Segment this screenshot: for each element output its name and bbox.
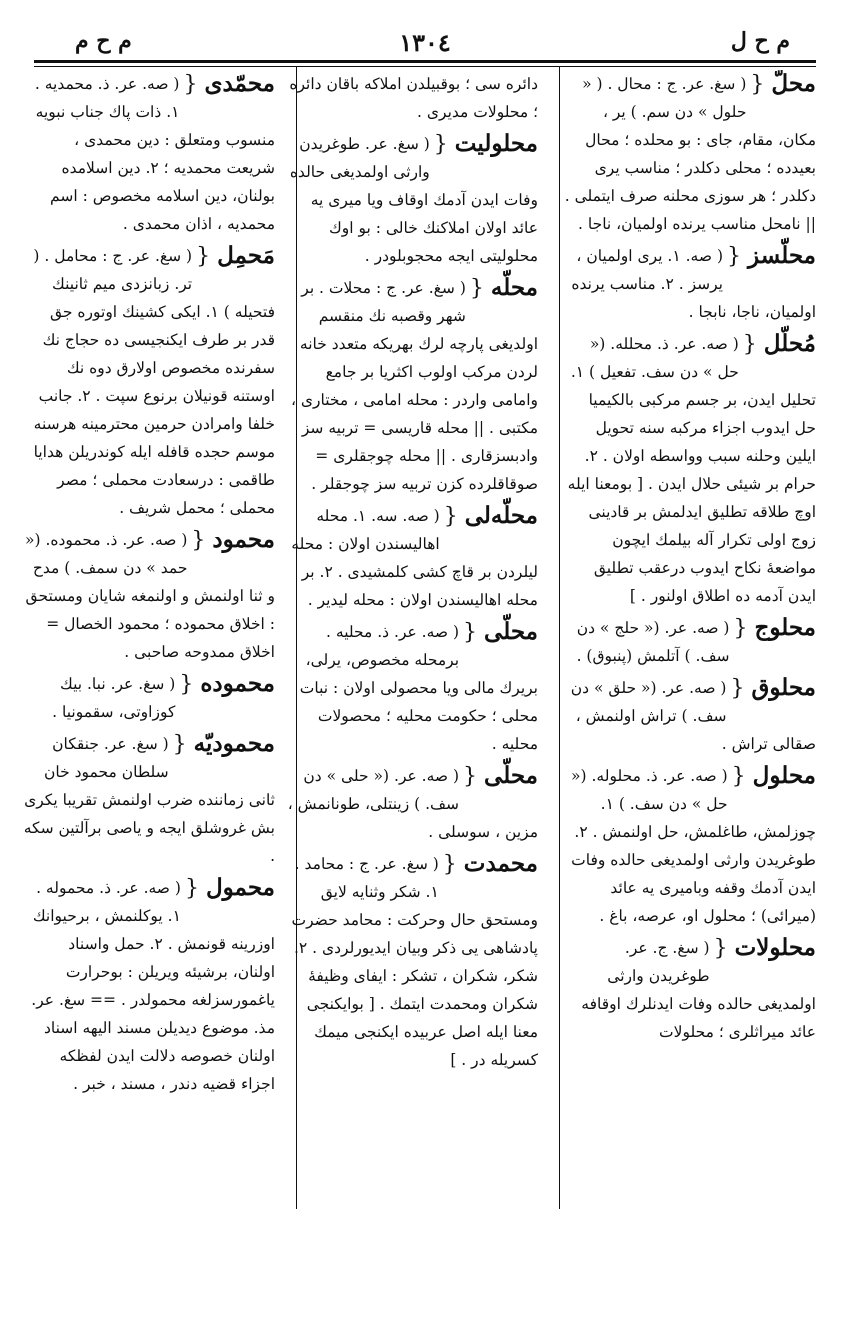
headword: محلّه { <box>470 274 538 303</box>
entry <box>23 70 275 238</box>
headword: مَحمِل { <box>196 242 275 271</box>
entry <box>564 674 816 758</box>
column-divider <box>559 66 560 1209</box>
headword: محلوج { <box>733 614 816 643</box>
definition: ( سغ. عر. ج : محال . ( « حلول » دن سم. ) ير ، مكان، مقام، جای : بو محلده ؛ محال بعیدده ؛ محلی دکلدر ؛ مناسب یری دکلدر ؛ هر سوزی محلنه صرف ایتملی . || نامحل مناسب یرنده اولمیان، ناجا . <box>564 75 816 233</box>
page-header <box>30 22 820 62</box>
entry <box>286 274 538 498</box>
definition: ( سغ. عر. ج : محامل . ( تر. زبانزدی میم ثانینك فتحیله ) ١. ایکی کشینك اوتوره جق قدر بر طرف ایکنجیسی ده حجاج نك سفرنده مخصوص اولارق دوه نك اوستنه قونیلان برنوع سپت . ٢. جانب خلفا وامرادن حرمین محترمینه هرسنه موسم حجده قافله ایله کوندریلن هدایا طاقمی : درسعادت محملی ؛ مصر محملی ؛ محمل شریف . <box>33 247 275 517</box>
page-number: ١٣٠٤ <box>399 28 451 57</box>
headword: محمدت { <box>443 850 538 879</box>
headword: محمود { <box>191 526 275 555</box>
column-right <box>564 70 816 1210</box>
entry <box>286 618 538 758</box>
definition: ( صه. ١. یری اولمیان ، یرسز . ٢. مناسب یرنده اولمیان، ناجا، نابجا . <box>571 247 816 321</box>
entry <box>564 614 816 670</box>
headword: محلّه‌لی { <box>444 502 538 531</box>
headword: محلولیت { <box>434 130 538 159</box>
entry <box>286 130 538 270</box>
definition: ( صه. عر. ذ. محلیه . برمحله مخصوص، یرلی، بریرك مالی ویا محصولی اولان : نبات محلی ؛ حکومت محلیه ؛ محصولات محلیه . <box>299 623 538 753</box>
headword: محلوق { <box>730 674 816 703</box>
definition: ( صه. عر. ذ. محلوله. (« حل » دن سف. ) ١. چوزلمش، طاغلمش، حل اولنمش . ٢. طوغریدن وارثی اولمدیغی حالده وفات ایدن آدمك وقفه وبامیری یه عائد (میرائی) ؛ محلول او، عرصه، باغ . <box>571 767 816 925</box>
definition: ( سغ. ج. عر. طوغریدن وارثی اولمدیغی حالده وفات ایدنلرك اوقافه عائد میراثلری ؛ محلولات <box>581 939 816 1041</box>
header-rule <box>34 60 816 67</box>
definition: ( صه. عر. (« حلی » دن سف. ) زینتلی، طونانمش ، مزین ، سوسلی . <box>287 767 538 841</box>
headword: محلّسز { <box>727 242 816 271</box>
headword: مُحلّل { <box>743 330 816 359</box>
definition: ( صه. عر. (« حلج » دن سف. ) آتلمش (پنبوق) . <box>576 619 730 665</box>
definition: ( صه. عر. ذ. محلله. (« حل » دن سف. تفعیل ) ١. تحلیل ایدن، بر جسم مرکبی بالکیمیا حل ایدوب اجزاء مرکبه سنه تحویل ایلین وحلنه سبب وواسطه اولان . ٢. حرام بر شیئی حلال ایدن . [ بومعنا ایله اوچ طلاقه تطلیق ایدلمش بر قادینی زوج اولی تکرار آله بیلمك ایچون مواضعهٔ نکاح ایدوب درعقب تطلیق ایدن آدمه ده اطلاق اولنور . ] <box>567 335 816 605</box>
entry <box>23 730 275 870</box>
definition: ( سغ. عر. طوغریدن وارثی اولمدیغی حالده وفات ایدن آدمك اوقاف ویا میری یه عائد اولان املاکنك خالی : بو اوك محلولیتی ایجه محجوبلودر . <box>289 135 538 265</box>
definition: ( صه. عر. ذ. محموله . ١. یوکلنمش ، برحیوانك اوزرینه قونمش . ٢. حمل واسناد اولنان، برشیئه ویریلن : بوحرارت یاغمورسزلغه محمولدر . == سغ. عر. مذ. موضوع دیدیلن مسند الیهه اسناد اولنان خصوصه دلالت ایدن لفظکه اجزاء قضیه دندر ، مسند ، خبر . <box>31 879 275 1093</box>
entry <box>564 330 816 610</box>
headword: محلّ { <box>750 70 816 99</box>
entry <box>23 670 275 726</box>
definition: ( صه. عر. (« حلق » دن سف. ) تراش اولنمش ، صقالی تراش . <box>570 679 816 753</box>
column-middle <box>286 70 538 1210</box>
definition: ( سغ. عر. ج : محلات . بر شهر وقصبه نك منقسم اولدیغی پارچه لرك بهریکه متعدد خانه لردن مرکب اولوب اکثریا بر جامع وامامی واردر : محله امامی ، مختاری ، مکتبی . || محله قاریسی = تربیه سز وادبسزقاری . || محله چوجقلری = صوقاقلرده کزن تربیه سز چوجقلر . <box>290 279 538 493</box>
header-root-left: م ح م <box>75 28 132 54</box>
headword: محموده { <box>179 670 275 699</box>
entry <box>564 70 816 238</box>
definition: ( صه. عر. ذ. محمدیه . ١. ذات پاك جناب نبویه منسوب ومتعلق : دین محمدی ، شریعت محمدیه ؛ ٢. دین اسلامده بولنان، دین اسلامه مخصوص : اسم محمدیه ، اذان محمدی . <box>34 75 275 233</box>
headword: محلولات { <box>714 934 816 963</box>
entry <box>286 70 538 126</box>
entry <box>23 242 275 522</box>
definition: ( سغ. عر. جنقکان سلطان محمود خان ثانی زماننده ضرب اولنمش تقریبا یکری بش غروشلق ایجه و یاصی برآلتین سکه . <box>23 735 275 865</box>
entry <box>286 850 538 1074</box>
definition: ( سغ. عر. ج : محامد . ١. شکر وثنایه لایق ومستحق حال وحرکت : محامد حضرت پادشاهی یی ذکر وبیان ایدیورلردی . ٢. شکر، شکران ، تشکر : ایفای وظیفهٔ شکران ومحمدت ایتمك . [ بوایکنجی معنا ایله اصل عربیده ایکنجی میمك کسریله در . ] <box>291 855 538 1069</box>
column-left <box>23 70 275 1210</box>
entry <box>564 762 816 930</box>
headword: محلول { <box>732 762 816 791</box>
definition: ( صه. عر. ذ. محموده. (« حمد » دن سمف. ) مدح و ثنا اولنمش و اولنمغه شایان ومستحق : اخلاق محموده ؛ محمود الخصال = اخلاق ممدوحه صاحبی . <box>25 531 275 661</box>
entry <box>286 762 538 846</box>
entry <box>286 502 538 614</box>
headword: محلّی { <box>463 762 538 791</box>
entry <box>23 526 275 666</box>
headword: محمول { <box>185 874 275 903</box>
headword: محلّی { <box>463 618 538 647</box>
definition: ( سغ. عر. نبا. بیك کوزاوتی، سقمونیا . <box>52 675 176 721</box>
definition-continued: دائره سی ؛ بوقبیلدن املاکه باقان دائره ؛ محلولات مدیری . <box>289 75 538 121</box>
entry <box>564 242 816 326</box>
header-root-right: م ح ل <box>730 28 790 54</box>
entry <box>23 874 275 1098</box>
headword: محمّدی { <box>183 70 275 99</box>
definition: ( صه. سه. ١. محله اهالیسندن اولان : محله لیلردن بر قاچ کشی کلمشیدی . ٢. بر محله اهالیسندن اولان : محله لیدیر . <box>291 507 538 609</box>
entry <box>564 934 816 1046</box>
headword: محمودیّه { <box>173 730 275 759</box>
